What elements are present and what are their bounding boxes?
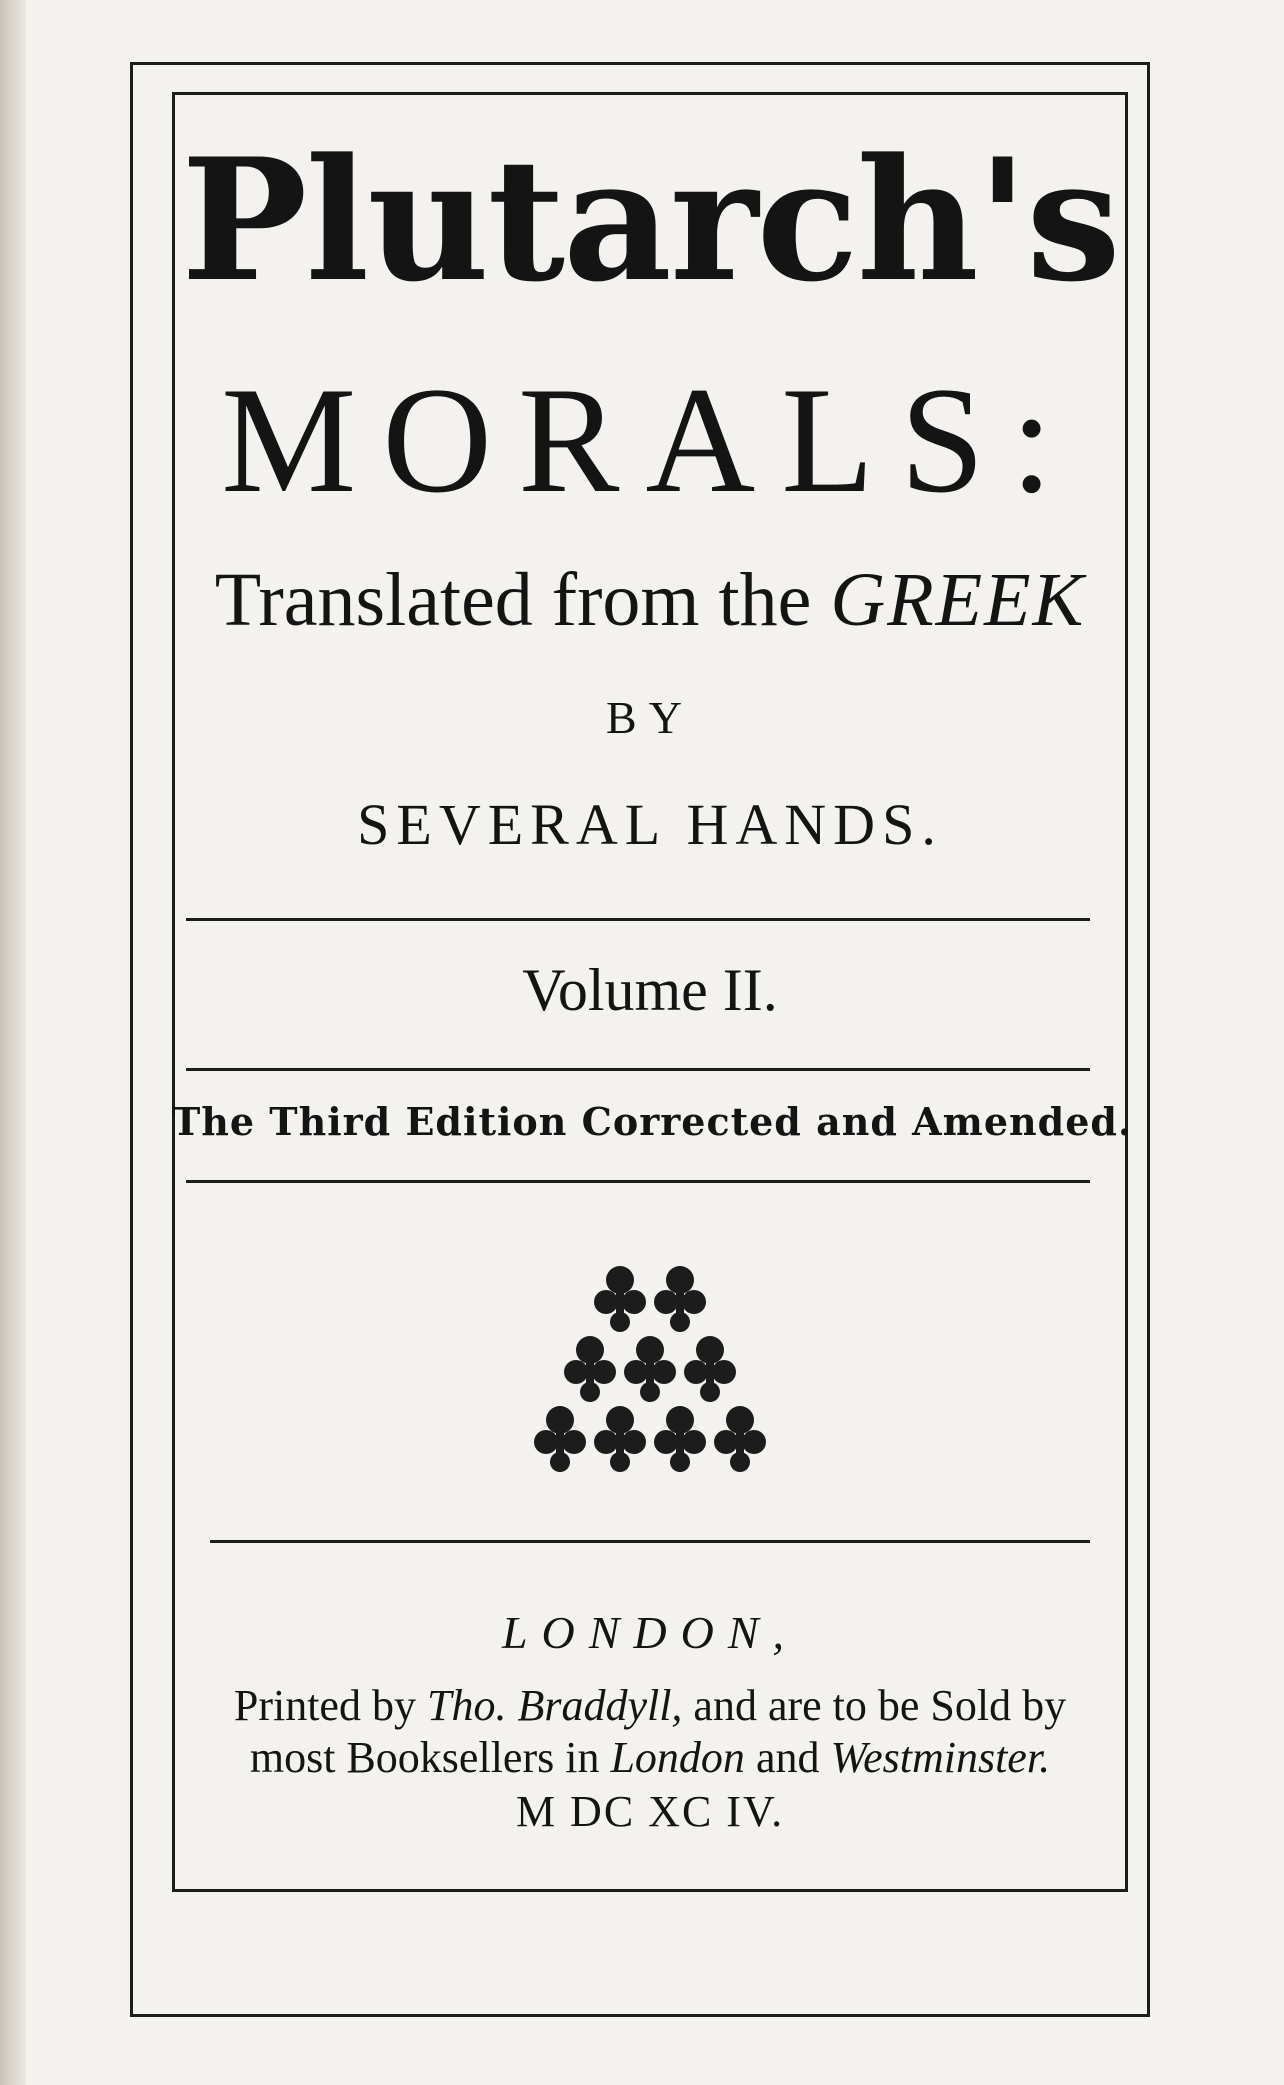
rule-divider	[186, 918, 1090, 921]
sold-prefix: most Booksellers in	[249, 1733, 600, 1782]
imprint-year: M DC XC IV.	[515, 1787, 785, 1836]
printed-by-suffix: and are to be Sold by	[693, 1681, 1067, 1730]
book-subtitle: MORALS:	[221, 356, 1079, 524]
page-edge	[0, 0, 26, 2085]
rule-divider	[210, 1540, 1090, 1543]
translated-language: GREEK	[830, 558, 1086, 642]
printers-ornament	[172, 1260, 1128, 1430]
printer-name: Tho. Braddyll,	[426, 1681, 683, 1730]
translation-line	[172, 555, 1128, 645]
book-title: Plutarch's	[181, 121, 1119, 319]
place-london: London	[610, 1733, 745, 1782]
rule-divider	[186, 1068, 1090, 1071]
edition-line: The Third Edition Corrected and Amended.	[172, 1099, 1133, 1144]
volume-label: Volume II.	[522, 957, 778, 1023]
place-westminster: Westminster.	[830, 1733, 1051, 1782]
imprint-printer-line	[172, 1680, 1128, 1732]
by-line: BY	[606, 692, 694, 743]
printed-by-prefix: Printed by	[233, 1681, 416, 1730]
translated-prefix: Translated from the	[214, 558, 812, 642]
sold-and: and	[755, 1733, 820, 1782]
rule-divider	[186, 1180, 1090, 1183]
authors-line: SEVERAL HANDS.	[357, 792, 943, 857]
imprint-city: LONDON,	[501, 1607, 799, 1658]
fleuron-icon	[172, 1260, 1128, 1480]
imprint-sold-line	[172, 1732, 1128, 1784]
